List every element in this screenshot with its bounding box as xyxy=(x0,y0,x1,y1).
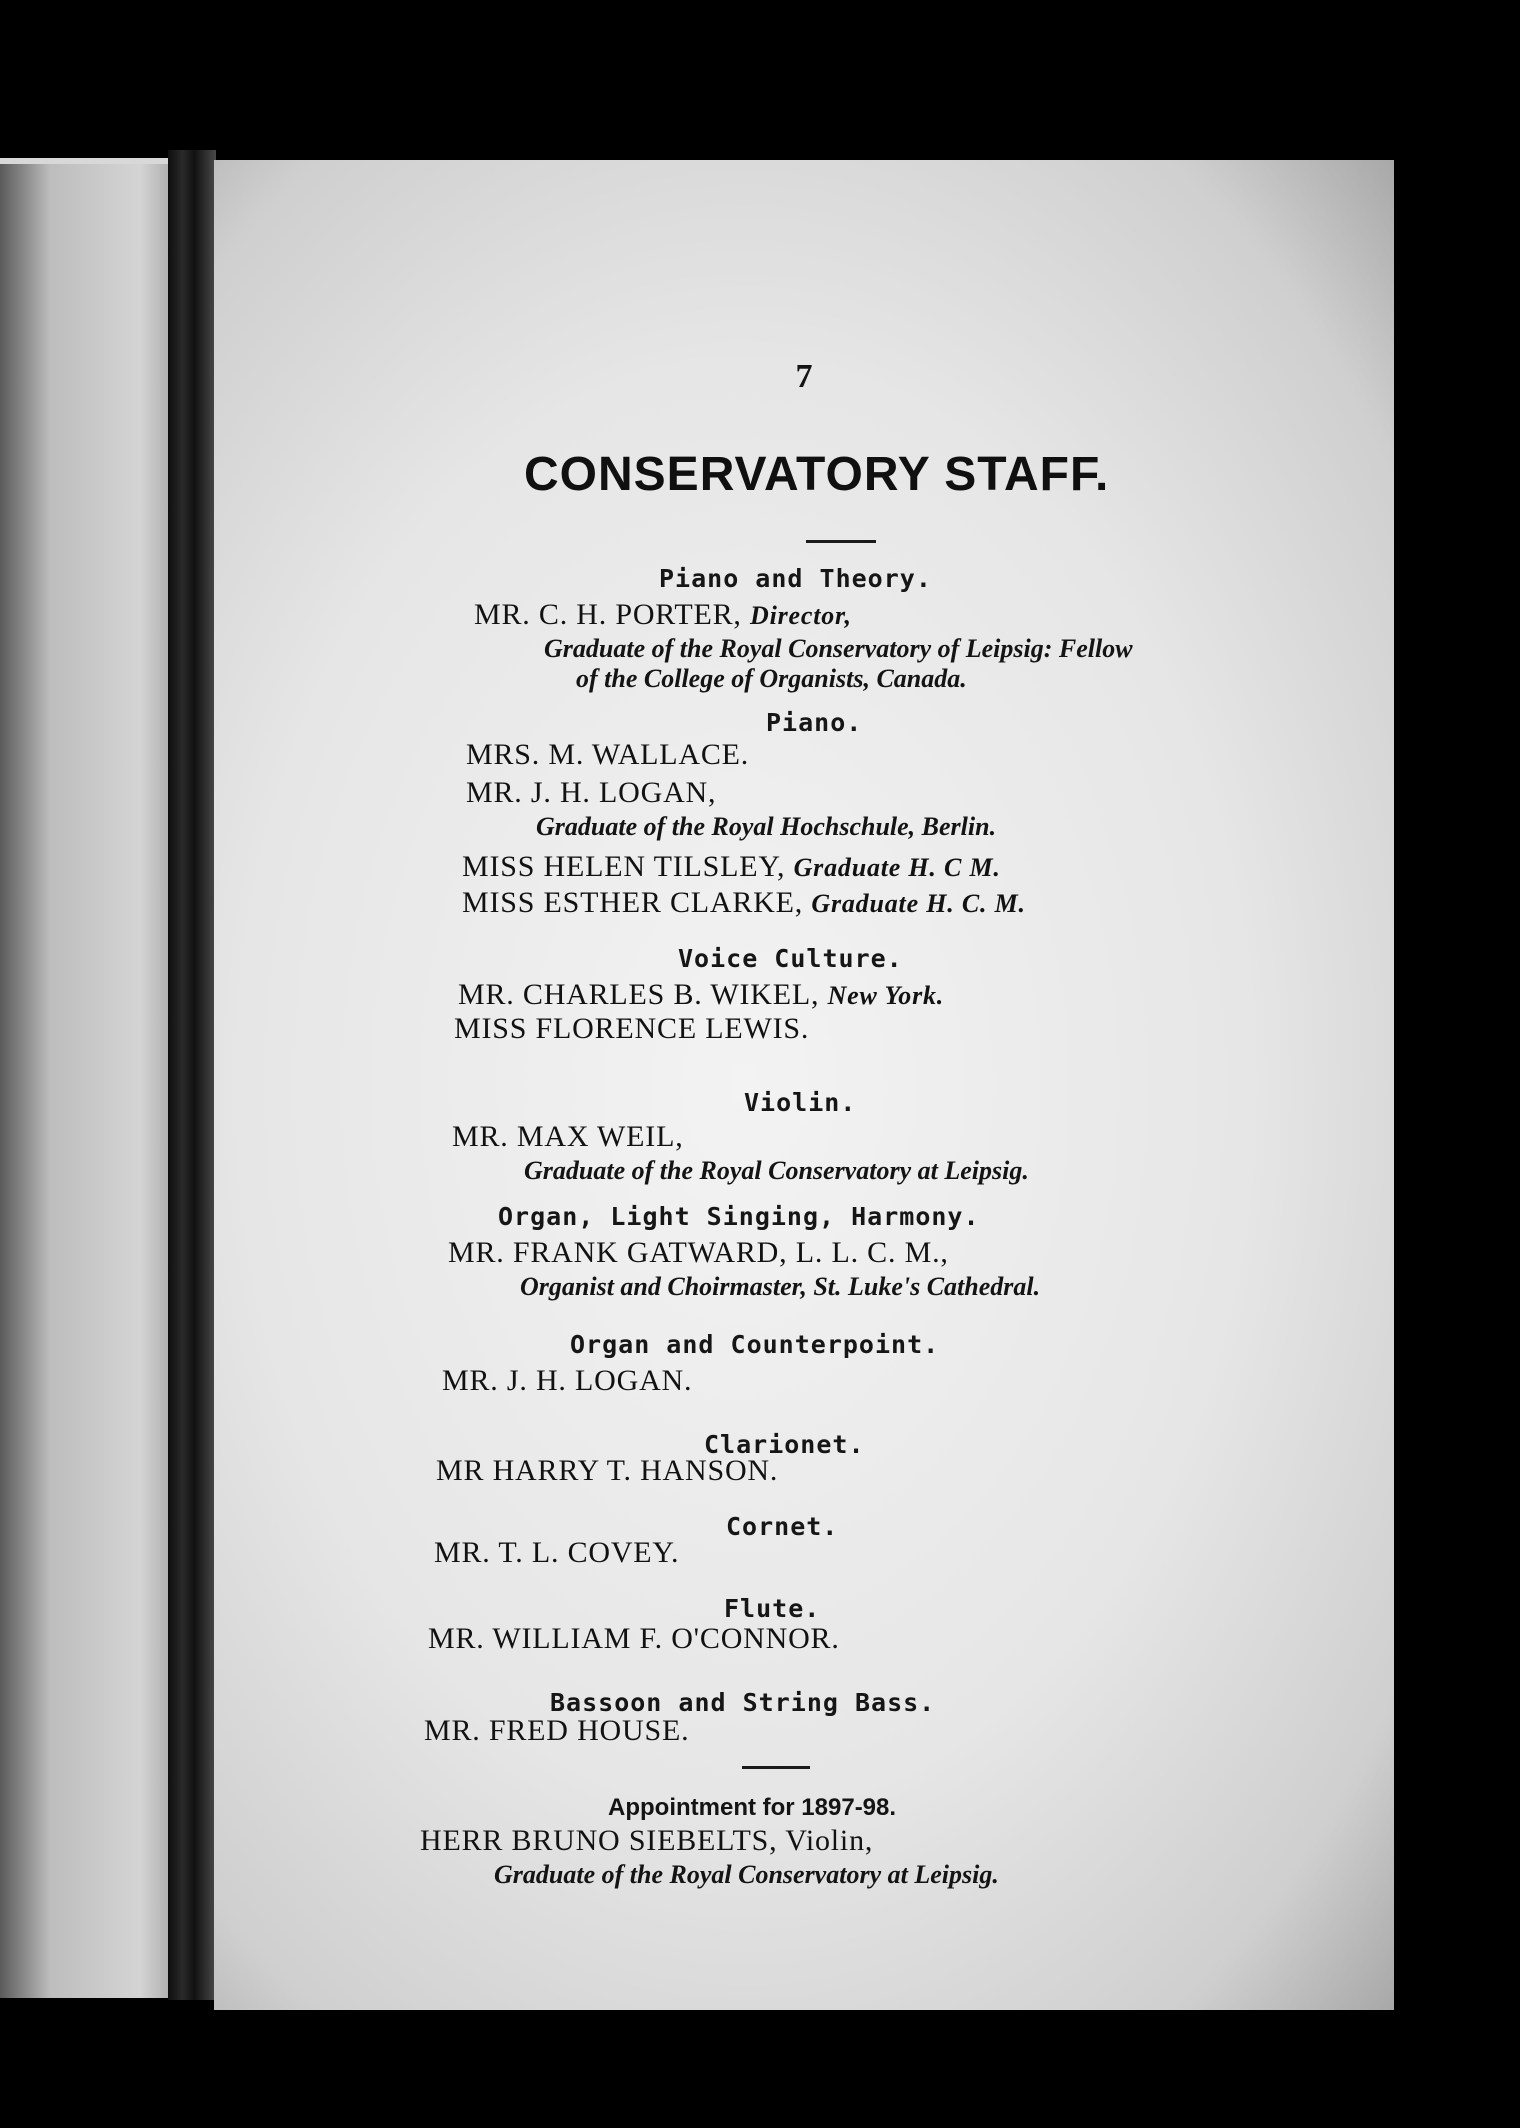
staff-oconnor: MR. WILLIAM F. O'CONNOR. xyxy=(428,1622,840,1655)
appointment-heading: Appointment for 1897-98. xyxy=(608,1794,897,1821)
section-voice: Voice Culture. xyxy=(678,944,903,973)
staff-weil: MR. MAX WEIL, xyxy=(452,1120,684,1153)
appointment-divider xyxy=(742,1766,810,1769)
staff-wallace: MRS. M. WALLACE. xyxy=(466,738,750,771)
staff-logan: MR. J. H. LOGAN, xyxy=(466,776,717,809)
staff-logan-note: Graduate of the Royal Hochschule, Berlin. xyxy=(536,812,997,841)
staff-porter-note-2: of the College of Organists, Canada. xyxy=(576,664,967,693)
staff-gatward-note: Organist and Choirmaster, St. Luke's Cathedral. xyxy=(520,1272,1041,1301)
staff-weil-note: Graduate of the Royal Conservatory at Leipsig. xyxy=(524,1156,1029,1185)
section-bassoon: Bassoon and String Bass. xyxy=(550,1688,936,1717)
staff-porter-note-1: Graduate of the Royal Conservatory of Leipsig: Fellow xyxy=(544,634,1133,663)
staff-wikel: MR. CHARLES B. WIKEL, New York. xyxy=(458,978,945,1011)
document-page xyxy=(214,160,1394,2010)
section-flute: Flute. xyxy=(724,1594,821,1623)
section-cornet: Cornet. xyxy=(726,1512,839,1541)
staff-gatward: MR. FRANK GATWARD, L. L. C. M., xyxy=(448,1236,949,1269)
section-piano: Piano. xyxy=(766,708,863,737)
staff-lewis: MISS FLORENCE LEWIS. xyxy=(454,1012,810,1045)
staff-covey: MR. T. L. COVEY. xyxy=(434,1536,680,1569)
book-spine xyxy=(168,150,216,2000)
section-piano-theory: Piano and Theory. xyxy=(659,564,932,593)
staff-house: MR. FRED HOUSE. xyxy=(424,1714,690,1747)
title-divider xyxy=(806,540,876,543)
section-violin: Violin. xyxy=(744,1088,857,1117)
staff-tilsley: MISS HELEN TILSLEY, Graduate H. C M. xyxy=(462,850,1001,883)
staff-logan-organ: MR. J. H. LOGAN. xyxy=(442,1364,693,1397)
section-organ-harmony: Organ, Light Singing, Harmony. xyxy=(498,1202,980,1231)
appointment-siebelts: HERR BRUNO SIEBELTS, Violin, xyxy=(420,1824,874,1857)
staff-hanson: MR HARRY T. HANSON. xyxy=(436,1454,779,1487)
section-organ-counterpoint: Organ and Counterpoint. xyxy=(570,1330,940,1359)
staff-clarke: MISS ESTHER CLARKE, Graduate H. C. M. xyxy=(462,886,1026,919)
page-title: CONSERVATORY STAFF. xyxy=(524,448,1110,501)
section-clarionet: Clarionet. xyxy=(704,1430,865,1459)
appointment-siebelts-note: Graduate of the Royal Conservatory at Leipsig. xyxy=(494,1860,999,1889)
staff-porter: MR. C. H. PORTER, Director, xyxy=(474,598,852,631)
page-number: 7 xyxy=(795,358,813,395)
